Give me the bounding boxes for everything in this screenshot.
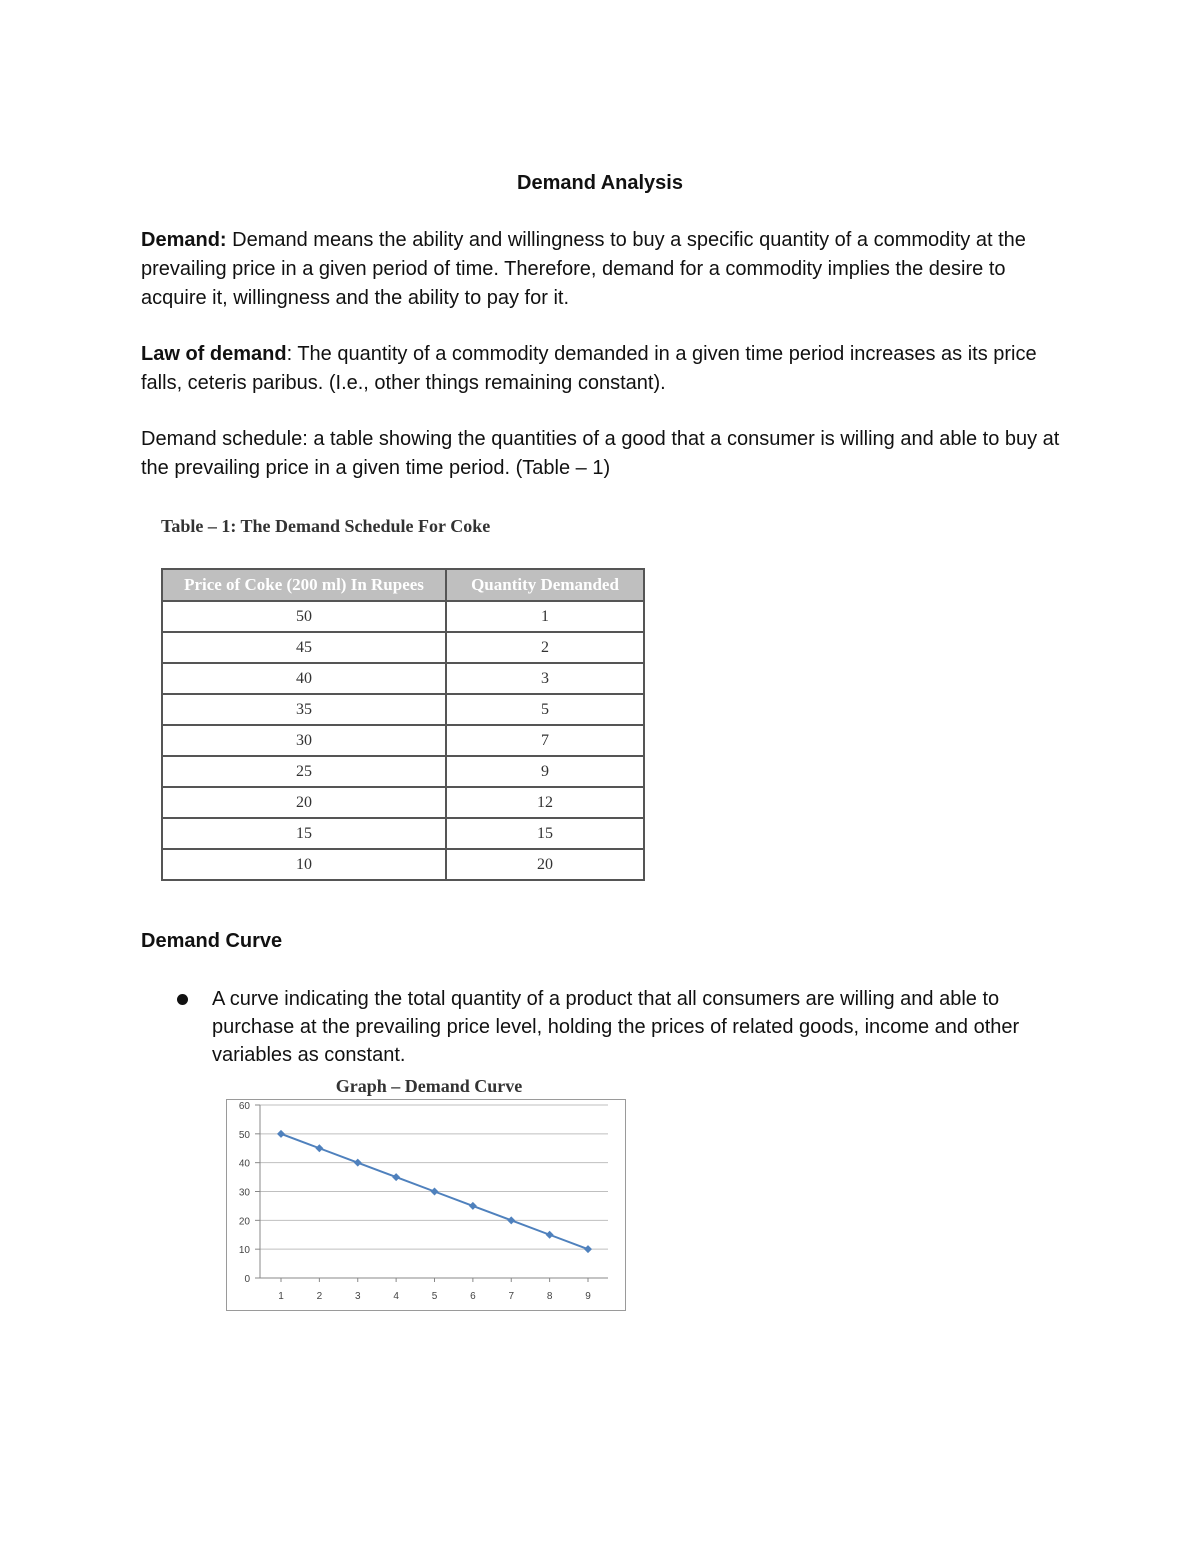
demand-definition (141, 226, 1071, 313)
table-row (162, 601, 644, 632)
table-header-row (162, 569, 644, 601)
demand-schedule-definition: Demand schedule: a table showing the quantities of a good that a consumer is willing and able to buy at the prevailing price in a given time period. (Table – 1) (141, 428, 1060, 479)
column-header-price: Price of Coke (200 ml) In Rupees (162, 569, 446, 601)
demand-curve-chart (226, 1099, 626, 1311)
table-row (162, 849, 644, 880)
price-cell: 15 (162, 818, 446, 849)
quantity-cell: 5 (446, 694, 644, 725)
y-tick-label: 0 (244, 1274, 250, 1285)
quantity-cell: 7 (446, 725, 644, 756)
table-row (162, 632, 644, 663)
table-row (162, 818, 644, 849)
quantity-cell: 3 (446, 663, 644, 694)
demand-term: Demand: (141, 229, 227, 251)
x-tick-label: 9 (585, 1291, 591, 1302)
x-tick-label: 7 (508, 1291, 515, 1302)
quantity-cell: 20 (446, 849, 644, 880)
bullet-text: A curve indicating the total quantity of a product that all consumers are willing and able to purchase at the prevailing price level, holding the prices of related goods, income and other variables as constant. (212, 988, 1020, 1066)
quantity-cell: 12 (446, 787, 644, 818)
chart-title: Graph – Demand Curve (335, 1076, 523, 1096)
y-tick-label: 20 (238, 1216, 250, 1228)
law-text: : The quantity of a commodity demanded in a given time period increases as its price falls, ceteris paribus. (I.e., other things remaining constant). (141, 343, 1037, 394)
price-cell: 20 (162, 787, 446, 818)
page-title: Demand Analysis (517, 172, 683, 194)
quantity-cell: 2 (446, 632, 644, 663)
x-tick-label: 1 (278, 1291, 284, 1302)
y-tick-label: 50 (238, 1129, 250, 1141)
bullet-icon (177, 994, 188, 1005)
chart-canvas (226, 1099, 626, 1311)
price-cell: 45 (162, 632, 446, 663)
table-row (162, 787, 644, 818)
demand-text: Demand means the ability and willingness to buy a specific quantity of a commodity at the prevailing price in a given period of time. Therefore, demand for a commodity implies the desire to acquire it, willingness and the ability to pay for it. (141, 229, 1026, 309)
chart-frame (227, 1100, 626, 1311)
table-caption: Table – 1: The Demand Schedule For Coke (161, 516, 491, 536)
demand-schedule-table (161, 568, 645, 881)
x-tick-label: 8 (546, 1291, 553, 1302)
quantity-cell: 9 (446, 756, 644, 787)
x-tick-label: 6 (470, 1291, 476, 1302)
y-tick-label: 40 (238, 1158, 250, 1170)
price-cell: 35 (162, 694, 446, 725)
quantity-cell: 1 (446, 601, 644, 632)
quantity-cell: 15 (446, 818, 644, 849)
price-cell: 40 (162, 663, 446, 694)
x-tick-label: 5 (431, 1291, 438, 1302)
table-row (162, 725, 644, 756)
table-row (162, 756, 644, 787)
law-of-demand-definition (141, 340, 1071, 398)
demand-curve-heading: Demand Curve (141, 930, 283, 952)
table-row (162, 694, 644, 725)
price-cell: 10 (162, 849, 446, 880)
price-cell: 25 (162, 756, 446, 787)
column-header-quantity: Quantity Demanded (446, 569, 644, 601)
price-cell: 30 (162, 725, 446, 756)
law-term: Law of demand (141, 343, 287, 365)
x-tick-label: 4 (393, 1291, 399, 1302)
y-tick-label: 60 (238, 1101, 250, 1112)
price-cell: 50 (162, 601, 446, 632)
y-tick-label: 10 (238, 1245, 250, 1257)
x-tick-label: 2 (316, 1291, 323, 1302)
table-row (162, 663, 644, 694)
x-tick-label: 3 (354, 1291, 361, 1302)
y-tick-label: 30 (238, 1187, 250, 1199)
